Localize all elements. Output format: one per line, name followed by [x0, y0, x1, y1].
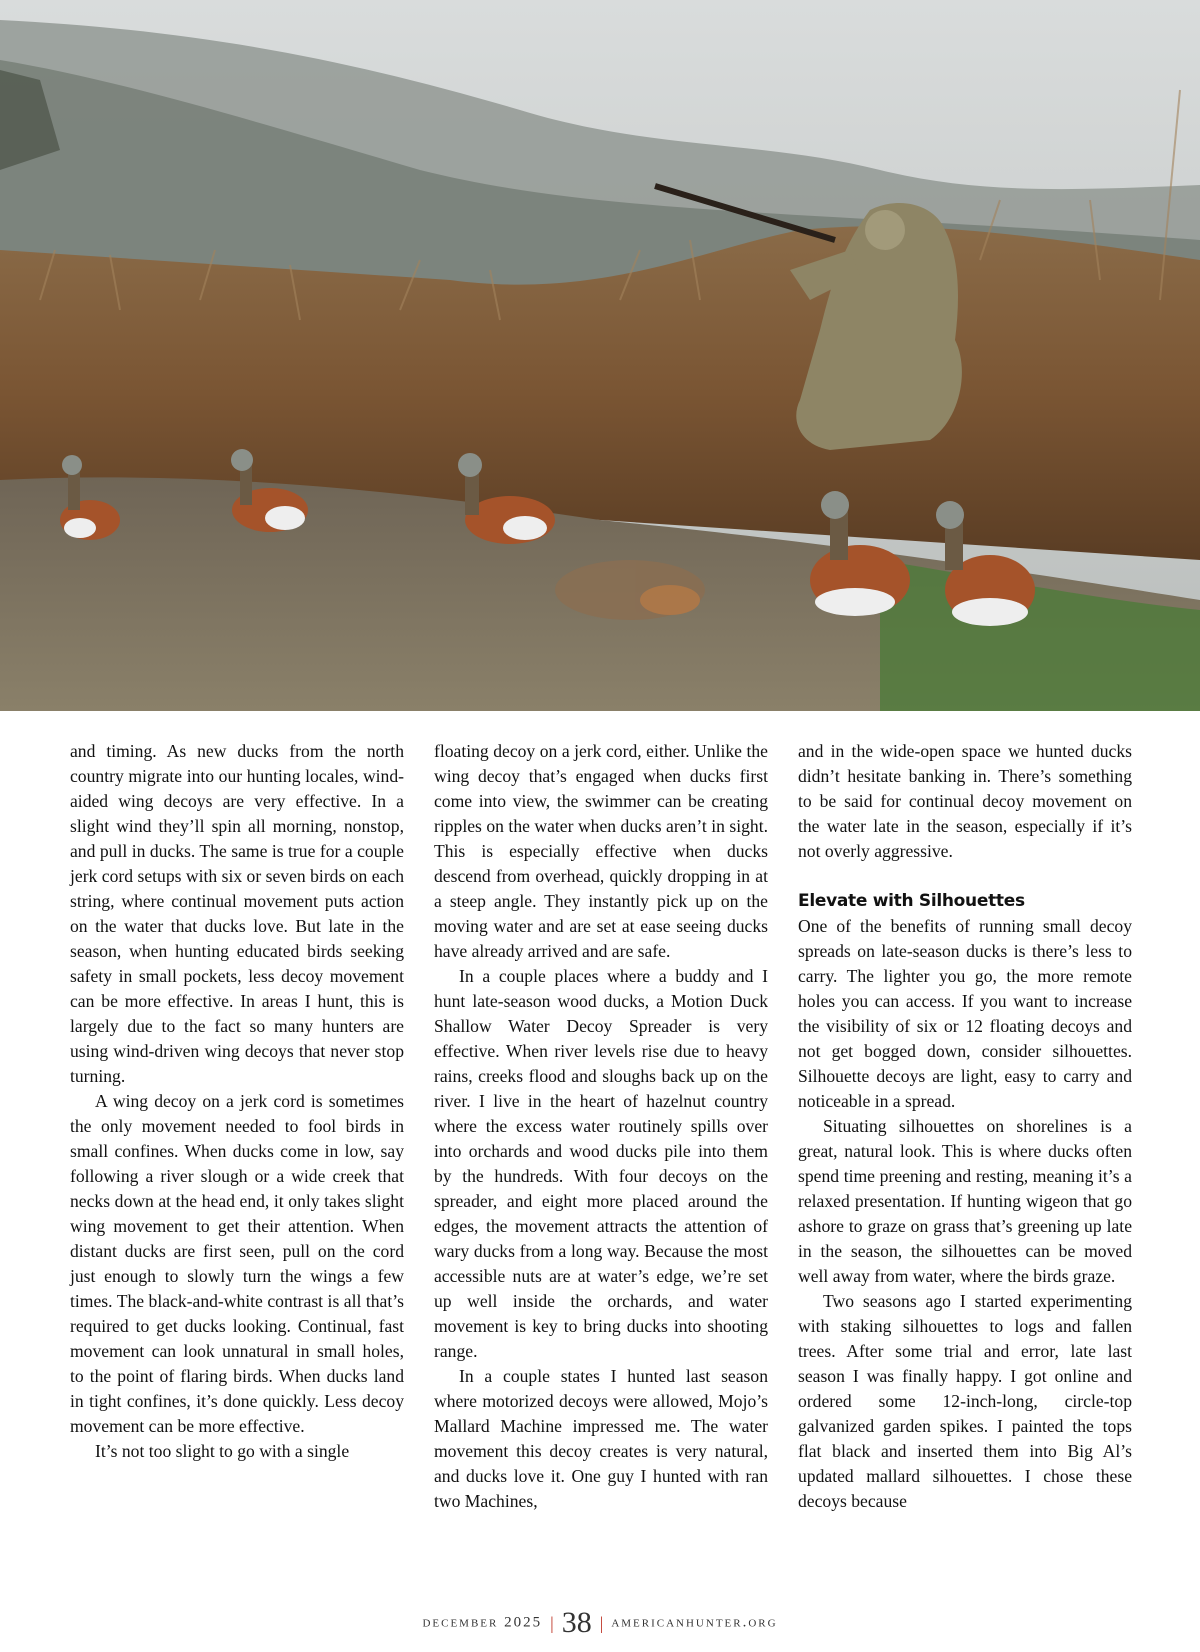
website: americanhunter.org: [611, 1614, 778, 1631]
hero-photo: [0, 0, 1200, 711]
paragraph: In a couple states I hunted last season where motorized decoys were allowed, Mojo’s Mallard Machine impressed me. The water movement this decoy creates is very natural, and ducks love it. One guy I hunted with ran two Machines,: [434, 1366, 768, 1511]
paragraph: In a couple places where a buddy and I hunt late-season wood ducks, a Motion Duck Shallow Water Decoy Spreader is very effective. When river levels rise due to heavy rains, creeks flood and sloughs back up on the river. I live in the heart of hazelnut country where the excess water routinely spills over into orchards and wood ducks pile into them by the hundreds. With four decoys on the spreader, and eight more placed around the edges, the movement attracts the attention of wary ducks from a long way. Because the most accessible nuts are at water’s edge, we’re set up well inside the orchards, and water movement is key to bring ducks into shooting range.: [434, 966, 768, 1361]
paragraph: and timing. As new ducks from the north country migrate into our hunting locales, wind-aided wing decoys are very effective. In a slight wind they’ll spin all morning, nonstop, and pull in ducks. The same is true for a couple jerk cord setups with six or seven birds on each string, where continual movement puts action on the water that ducks love. But late in the season, when hunting educated birds seeking safety in small pockets, less decoy movement can be more effective. In areas I hunt, this is largely due to the fact so many hunters are using wind-driven wing decoys that never stop turning.: [70, 741, 404, 1086]
paragraph: and in the wide-open space we hunted ducks didn’t hesitate banking in. There’s something to be said for continual decoy movement on the water late in the season, especially if it’s not overly aggressive.: [798, 741, 1132, 861]
page-footer: [0, 1606, 1200, 1640]
paragraph: It’s not too slight to go with a single: [95, 1441, 350, 1461]
paragraph: A wing decoy on a jerk cord is sometimes the only movement needed to fool birds in small confines. When ducks come in low, say following a river slough or a wide creek that necks down at the head end, it only takes slight wing movement to get their attention. When distant ducks are first seen, pull on the cord just enough to slowly turn the wings a few times. The black-and-white contrast is all that’s required to get ducks looking. Continual, fast movement can look unnatural in small holes, to the point of flaring birds. When ducks land in tight confines, it’s done quickly. Less decoy movement can be more effective.: [70, 1091, 404, 1436]
paragraph: Situating silhouettes on shorelines is a great, natural look. This is where ducks often spend time preening and resting, meaning it’s a relaxed presentation. If hunting wigeon that go ashore to graze on grass that’s greening up late in the season, the silhouettes can be moved well away from water, where the birds graze.: [798, 1116, 1132, 1286]
paragraph: One of the benefits of running small decoy spreads on late-season ducks is there’s less to carry. The lighter you go, the more remote holes you can access. If you want to increase the visibility of six or 12 floating decoys and not get bogged down, consider silhouettes. Silhouette decoys are light, easy to carry and noticeable in a spread.: [798, 916, 1132, 1111]
section-subhead: Elevate with Silhouettes: [798, 891, 1025, 911]
paragraph: floating decoy on a jerk cord, either. Unlike the wing decoy that’s engaged when ducks first come into view, the swimmer can be creating ripples on the water when ducks aren’t in sight. This is especially effective when ducks descend from overhead, quickly dropping in at a steep angle. They instantly pick up on the moving water and are set at ease seeing ducks have already arrived and are safe.: [434, 741, 768, 961]
footer-divider: |: [599, 1612, 604, 1633]
article-column-1: [70, 739, 404, 1464]
issue-date: december 2025: [422, 1614, 543, 1631]
page-number: 38: [561, 1606, 592, 1639]
article-column-3: [798, 739, 1132, 1514]
paragraph: Two seasons ago I started experimenting with staking silhouettes to logs and fallen trees. After some trial and error, late last season I was finally happy. I got online and ordered some 12-inch-long, circle-top galvanized garden spikes. I painted the tops flat black and inserted them into Big Al’s updated mallard silhouettes. I chose these decoys because: [798, 1291, 1132, 1511]
article-column-2: [434, 739, 768, 1514]
footer-divider: |: [550, 1612, 554, 1633]
